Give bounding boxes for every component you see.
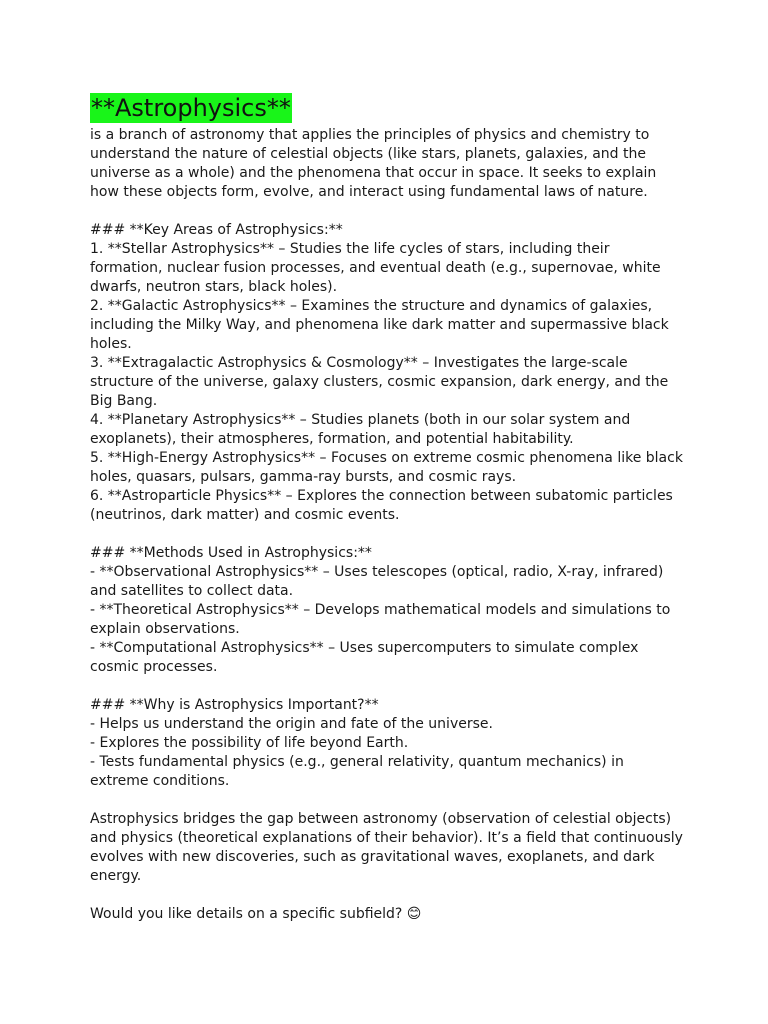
methods-line: - **Observational Astrophysics** – Uses telescopes (optical, radio, X-ray, infrared) — [90, 564, 664, 580]
key-areas-line: structure of the universe, galaxy clusters, cosmic expansion, dark energy, and the — [90, 374, 669, 390]
conclusion-line: and physics (theoretical explanations of their behavior). It’s a field that continuously — [90, 830, 683, 846]
paragraph-spacer — [90, 202, 690, 221]
paragraph-spacer — [90, 677, 690, 696]
intro-line: is a branch of astronomy that applies the principles of physics and chemistry to — [90, 127, 650, 143]
key-areas-heading: ### **Key Areas of Astrophysics:** — [90, 222, 343, 238]
key-areas-line: 4. **Planetary Astrophysics** – Studies planets (both in our solar system and — [90, 412, 631, 428]
key-areas-line: formation, nuclear fusion processes, and eventual death (e.g., supernovae, white — [90, 260, 661, 276]
key-areas-section — [90, 221, 690, 525]
conclusion-line: evolves with new discoveries, such as gravitational waves, exoplanets, and dark — [90, 849, 655, 865]
conclusion-line: Astrophysics bridges the gap between astronomy (observation of celestial objects) — [90, 811, 672, 827]
key-areas-line: holes, quasars, pulsars, gamma-ray bursts, and cosmic rays. — [90, 469, 517, 485]
intro-line: universe as a whole) and the phenomena that occur in space. It seeks to explain — [90, 165, 657, 181]
key-areas-line: Big Bang. — [90, 393, 158, 409]
document-body — [90, 93, 690, 924]
key-areas-line: exoplanets), their atmospheres, formation, and potential habitability. — [90, 431, 574, 447]
methods-line: - **Theoretical Astrophysics** – Develops mathematical models and simulations to — [90, 602, 671, 618]
key-areas-line: 5. **High-Energy Astrophysics** – Focuses on extreme cosmic phenomena like black — [90, 450, 683, 466]
methods-line: and satellites to collect data. — [90, 583, 294, 599]
methods-line: cosmic processes. — [90, 659, 218, 675]
paragraph-spacer — [90, 525, 690, 544]
key-areas-line: including the Milky Way, and phenomena like dark matter and supermassive black — [90, 317, 669, 333]
methods-section — [90, 544, 690, 677]
key-areas-line: holes. — [90, 336, 132, 352]
importance-heading: ### **Why is Astrophysics Important?** — [90, 697, 379, 713]
importance-line: extreme conditions. — [90, 773, 230, 789]
importance-line: - Tests fundamental physics (e.g., general relativity, quantum mechanics) in — [90, 754, 624, 770]
importance-line: - Helps us understand the origin and fate of the universe. — [90, 716, 493, 732]
document-title: **Astrophysics** — [91, 94, 291, 122]
conclusion-paragraph — [90, 810, 690, 886]
key-areas-line: 6. **Astroparticle Physics** – Explores the connection between subatomic particles — [90, 488, 673, 504]
key-areas-line: 3. **Extragalactic Astrophysics & Cosmology** – Investigates the large-scale — [90, 355, 628, 371]
closing-question: Would you like details on a specific subfield? 😊 — [90, 906, 422, 922]
methods-line: explain observations. — [90, 621, 240, 637]
intro-line: understand the nature of celestial objects (like stars, planets, galaxies, and the — [90, 146, 646, 162]
key-areas-line: (neutrinos, dark matter) and cosmic events. — [90, 507, 400, 523]
intro-paragraph — [90, 126, 690, 202]
methods-heading: ### **Methods Used in Astrophysics:** — [90, 545, 372, 561]
importance-section — [90, 696, 690, 791]
paragraph-spacer — [90, 791, 690, 810]
conclusion-line: energy. — [90, 868, 142, 884]
key-areas-line: dwarfs, neutron stars, black holes). — [90, 279, 338, 295]
key-areas-line: 2. **Galactic Astrophysics** – Examines the structure and dynamics of galaxies, — [90, 298, 653, 314]
key-areas-line: 1. **Stellar Astrophysics** – Studies the life cycles of stars, including their — [90, 241, 610, 257]
importance-line: - Explores the possibility of life beyond Earth. — [90, 735, 409, 751]
intro-line: how these objects form, evolve, and interact using fundamental laws of nature. — [90, 184, 648, 200]
methods-line: - **Computational Astrophysics** – Uses supercomputers to simulate complex — [90, 640, 639, 656]
paragraph-spacer — [90, 886, 690, 905]
